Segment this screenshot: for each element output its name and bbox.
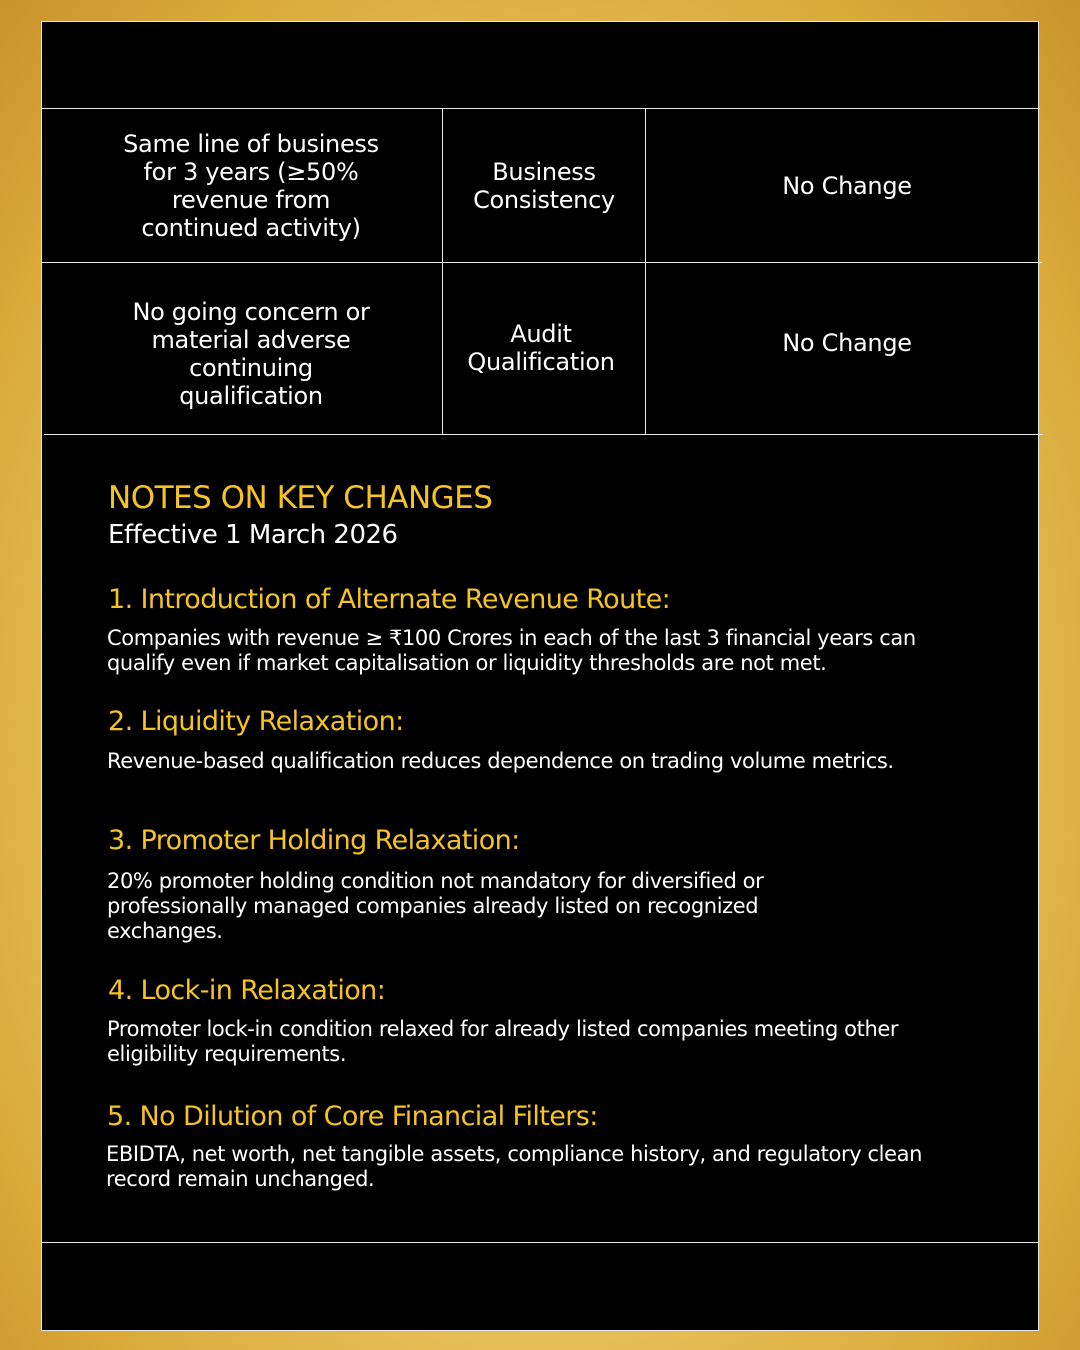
note-body: Revenue-based qualification reduces dependence on trading volume metrics. [107, 749, 894, 773]
table-top-border [41, 108, 1040, 109]
note-heading: 3. Promoter Holding Relaxation: [108, 825, 520, 856]
note-heading: 2. Liquidity Relaxation: [108, 706, 404, 737]
note-body: Promoter lock-in condition relaxed for already listed companies meeting other eligibility requirements. [107, 1017, 899, 1066]
table-column-divider [442, 108, 443, 434]
note-heading: 1. Introduction of Alternate Revenue Route: [108, 584, 671, 615]
table-cell-change: No Change [782, 329, 912, 357]
table-column-divider [645, 108, 646, 434]
table-bottom-border [44, 434, 1043, 435]
note-body: EBIDTA, net worth, net tangible assets, compliance history, and regulatory clean record remain unchanged. [106, 1142, 922, 1191]
notes-subtitle: Effective 1 March 2026 [108, 520, 398, 550]
note-body: 20% promoter holding condition not mandatory for diversified or professionally managed companies already listed on recognized exchanges. [107, 869, 764, 943]
table-cell-criteria: Same line of business for 3 years (≥50% revenue from continued activity) [123, 130, 379, 242]
note-heading: 4. Lock-in Relaxation: [108, 975, 386, 1006]
table-row-divider [41, 262, 1042, 263]
note-body: Companies with revenue ≥ ₹100 Crores in each of the last 3 financial years can qualify even if market capitalisation or liquidity thresholds are not met. [107, 626, 916, 675]
notes-title: NOTES ON KEY CHANGES [108, 480, 493, 516]
footer-divider [41, 1242, 1038, 1243]
table-cell-change: No Change [782, 172, 912, 200]
table-cell-criteria: No going concern or material adverse continuing qualification [132, 298, 370, 410]
table-cell-parameter: Audit Qualification [467, 320, 615, 376]
table-cell-parameter: Business Consistency [473, 158, 615, 214]
note-heading: 5. No Dilution of Core Financial Filters: [107, 1101, 598, 1132]
